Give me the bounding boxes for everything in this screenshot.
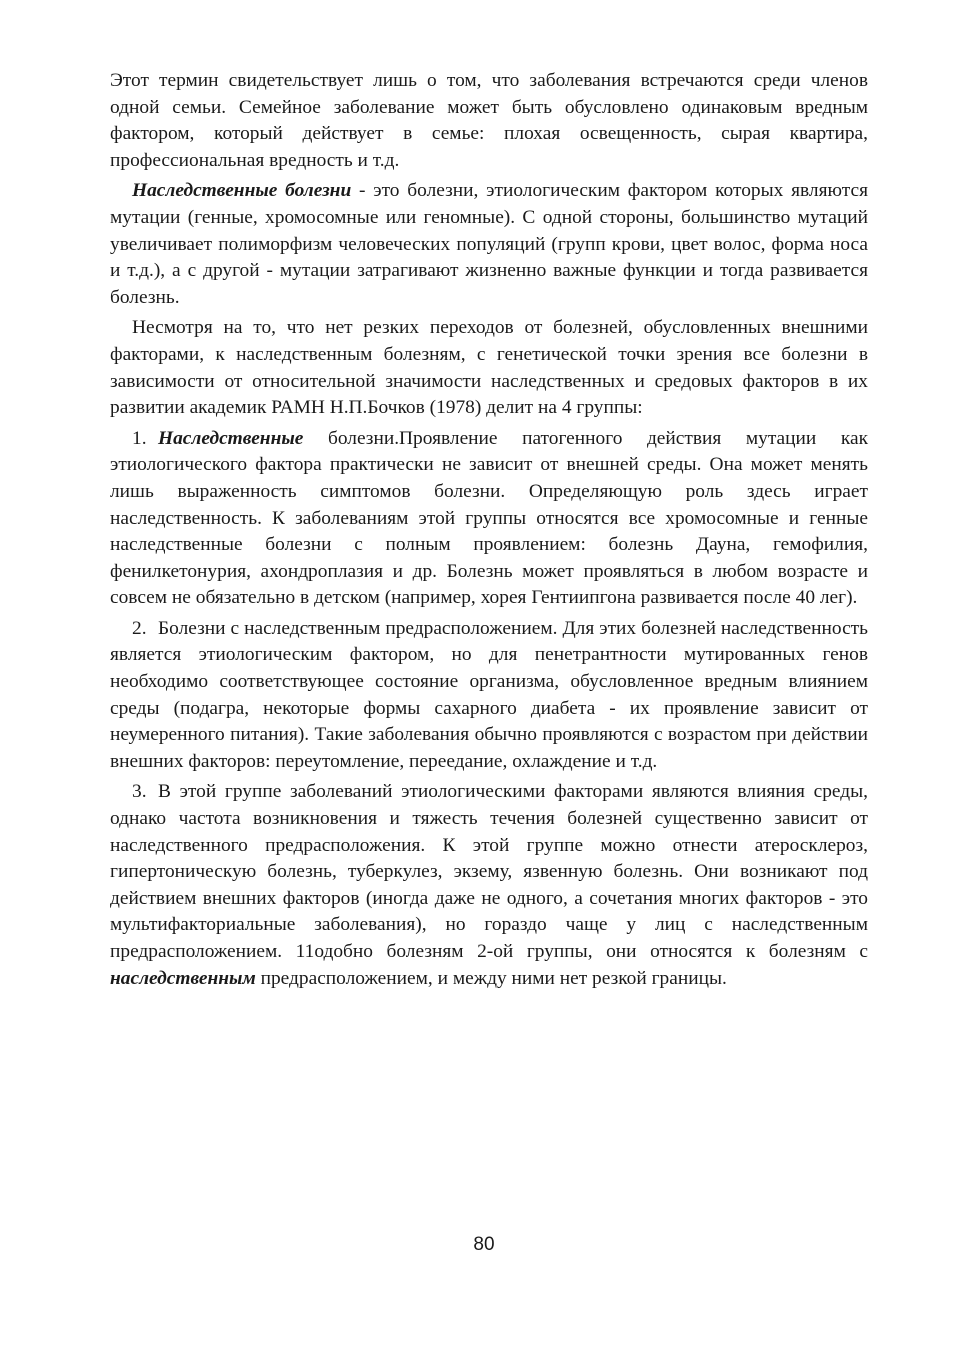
list-number: 1. [132,427,147,449]
term-hereditary-diseases: Наследственные болезни [132,180,352,202]
list-item-text: В этой группе заболеваний этиологическими факторами являются влияния среды, однако частота возникновения и тяжесть течения болезней существенно зависит от наследственного предрасположения. К этой группе можно отнести атеросклероз, гипертоническую болезнь, туберкулез, экзему, язвенную болезнь. Они возникают под действием внешних факторов (иногда даже не одного, а сочетания многих факторов - это мультифакториальные заболевания), но гораздо чаще у лиц с наследственным предрасположением. 11одобно болезням 2-ой группы, они относятся к болезням с [110,781,868,962]
list-item-text: Болезни с наследственным предрасположением. Для этих болезней наследственность является этиологическим фактором, но для пенетрантности мутированных генов необходимо соответствующее состояние организма, обусловленное вредным влиянием среды (подагра, некоторые формы сахарного диабета - их проявление зависит от неумеренного питания). Такие заболевания обычно проявляются с возрастом при действии внешних факторов: переутомление, переедание, охлаждение и т.д. [110,617,868,772]
list-item-1 [110,426,868,612]
list-item-text: болезни.Проявление патогенного действия мутации как этиологического фактора практически не зависит от внешней среды. Она может менять лишь выраженность симптомов болезни. Определяющую роль здесь играет наследственность. К заболеваниям этой группы относятся все хромосомные и генные наследственные болезни с полным проявлением: болезнь Дауна, гемофилия, фенилкетонурия, ахондроплазия и др. Болезнь может проявляться в любом возрасте и совсем не обязательно в детском (например, хорея Гентиипгона развивается после 40 лег). [110,427,868,609]
list-item-text: предрасположением, и между ними нет резкой границы. [255,967,727,989]
paragraph-hereditary-definition [110,178,868,311]
paragraph-family-disease: Этот термин свидетельствует лишь о том, что заболевания встречаются среди членов одной семьи. Семейное заболевание может быть обусловлено одинаковым вредным фактором, который действует в семье: плохая освещенность, сырая квартира, профессиональная вредность и т.д. [110,70,868,171]
paragraph-classification-intro: Несмотря на то, что нет резких переходов от болезней, обусловленных внешними факторами, к наследственным болезням, с генетической точки зрения все болезни в зависимости от относительной значимости наследственных и средовых факторов в их развитии академик РАМН Н.П.Бочков (1978) делит на 4 группы: [110,317,868,419]
list-item-2 [110,616,868,776]
body-text [110,68,868,996]
list-number: 2. [132,617,147,639]
page-number: 80 [473,1234,495,1255]
term-hereditary: Наследственные [158,427,304,449]
list-number: 3. [132,781,147,803]
term-hereditary-emphasis: наследственным [110,967,256,989]
list-item-3 [110,779,868,992]
paragraph-text: - это болезни, этиологическим фактором которых являются мутации (генные, хромосомные или геномные). С одной стороны, большинство мутаций увеличивает полиморфизм человеческих популяций (групп крови, цвет волос, форма носа и т.д.), а с другой - мутации затрагивают жизненно важные функции и тогда развивается болезнь. [110,180,868,308]
